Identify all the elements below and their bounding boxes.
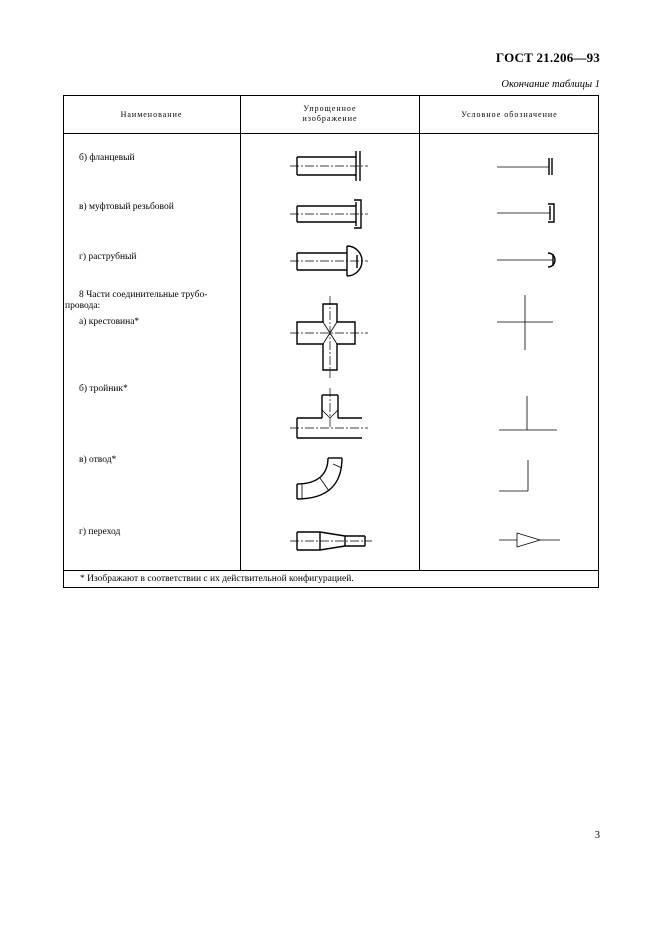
socket-joint-symbol	[497, 253, 555, 267]
column-header-name: Наименование	[120, 110, 183, 119]
section-heading-continuation: провода:	[65, 301, 101, 311]
flanged-joint-symbol	[497, 158, 552, 175]
threaded-coupling-symbol	[497, 204, 554, 222]
tee-fitting-image	[290, 388, 368, 438]
elbow-fitting-symbol	[499, 460, 528, 491]
row-label-socket: г) раструбный	[79, 252, 137, 262]
page-number: 3	[594, 830, 600, 841]
section-heading: 8 Части соединительные трубо-	[79, 290, 208, 300]
row-label-flanged: б) фланцевый	[79, 153, 135, 163]
table-footnote: * Изображают в соответствии с их действительной конфигурацией.	[80, 574, 354, 584]
row-label-tee: б) тройник*	[79, 384, 128, 394]
elbow-fitting-image	[297, 458, 342, 499]
row-label-cross: а) крестовина*	[79, 317, 140, 327]
row-label-elbow: в) отвод*	[79, 455, 117, 465]
reducer-fitting-image	[290, 532, 372, 550]
document-code: ГОСТ 21.206—93	[495, 50, 600, 65]
table-caption: Окончание таблицы 1	[501, 79, 600, 90]
row-label-threaded-coupling: в) муфтовый резьбовой	[79, 202, 174, 212]
threaded-coupling-image	[290, 200, 368, 228]
cross-fitting-image	[290, 296, 368, 378]
socket-joint-image	[290, 246, 368, 276]
column-header-simplified-image: Упрощенное изображение	[302, 104, 358, 123]
reducer-fitting-symbol	[499, 533, 560, 547]
cross-fitting-symbol	[497, 295, 553, 350]
flanged-joint-image	[290, 151, 368, 181]
tee-fitting-symbol	[499, 396, 557, 430]
row-label-reducer: г) переход	[79, 527, 121, 537]
column-header-symbol: Условное обозначение	[461, 110, 558, 119]
